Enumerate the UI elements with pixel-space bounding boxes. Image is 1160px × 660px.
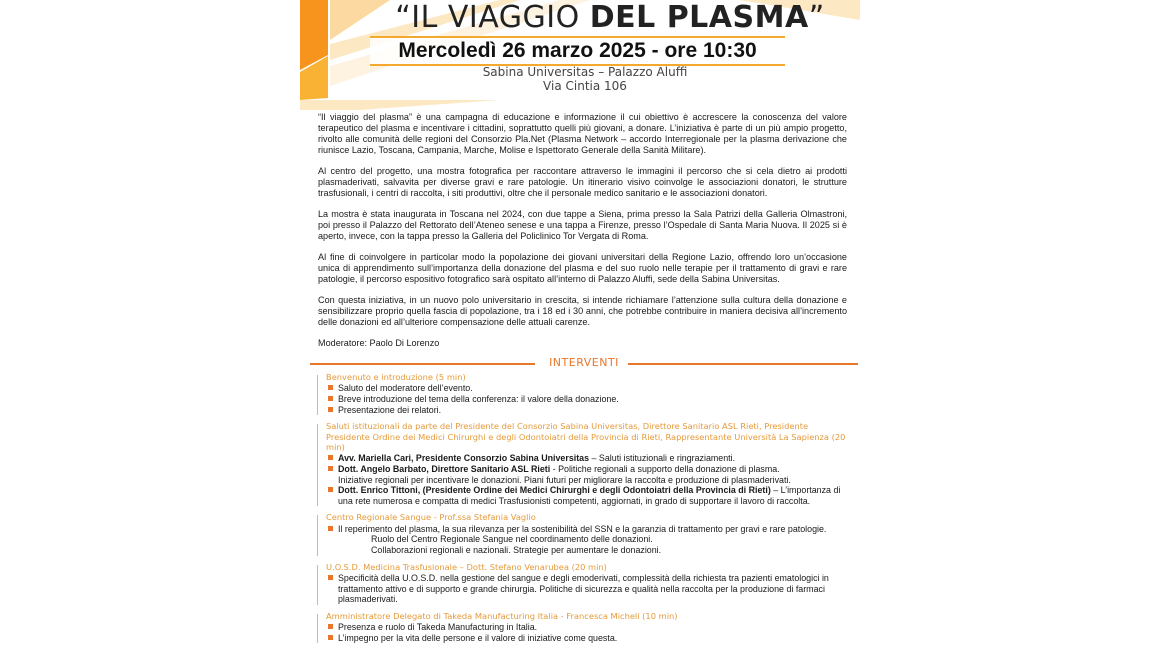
square-bullet-icon (328, 407, 333, 412)
list-item: Presenza e ruolo di Takeda Manufacturing in Italia. (326, 622, 854, 633)
block-title: Amministratore Delegato di Takeda Manufacturing Italia - Francesca Micheli (10 min) (326, 610, 678, 621)
flyer-page (300, 0, 860, 660)
square-bullet-icon (328, 396, 333, 401)
square-bullet-icon (328, 385, 333, 390)
list-item-continuation: Iniziative regionali per incentivare le donazioni. Piani futuri per migliorare la raccolta e produzione di plasmaderivati. (338, 474, 791, 485)
paragraph: Al fine di coinvolgere in particolar modo la popolazione dei giovani universitari della Regione Lazio, offrendo loro un’occasione unica di apprendimento sull’importanza della donazione del plasma e del suo ruolo nelle terapie per il trattamento di gravi e rare patologie, il percorso espositivo fotografico sarà ospitato all’interno di Palazzo Aluffi, sede della Sabina Universitas. (318, 252, 847, 284)
list-item: Saluto del moderatore dell’evento. (326, 383, 854, 394)
list-item: L’impegno per la vita delle persone e il valore di iniziative come questa. (326, 633, 854, 644)
paragraph: La mostra è stata inaugurata in Toscana nel 2024, con due tappe a Siena, prima presso la Sala Patrizi della Galleria Olmastroni, poi presso il Palazzo del Rettorato dell’Ateneo senese e una tappa a Firenze, presso l’Ospedale di Santa Maria Nuova. Il 2025 si è aperto, invece, con la tappa presso la Galleria del Policlinico Tor Vergata di Roma. (318, 209, 847, 241)
interventi-label: INTERVENTI (549, 356, 619, 369)
paragraph: Al centro del progetto, una mostra fotografica per raccontare attraverso le immagini il percorso che si cela dietro ai prodotti plasmaderivati, salvavita per diverse gravi e rare patologie. Un itinerario visivo coinvolge le associazioni donatori, le strutture trasfusionali, i centri di raccolta, i siti produttivi, oltre che il personale medico sanitario e le associazioni donatori. (318, 166, 847, 198)
list-item: Presentazione dei relatori. (326, 405, 854, 416)
square-bullet-icon (328, 575, 333, 580)
block-title: U.O.S.D. Medicina Trasfusionale – Dott. Stefano Venarubea (20 min) (326, 561, 607, 572)
square-bullet-icon (328, 455, 333, 460)
program-block (314, 611, 854, 644)
list-item-continuation: una rete numerosa e compatta di medici Trasfusionisti competenti, aggiornati, in grado di supportare il lavoro di raccolta. (338, 495, 811, 506)
list-item: Dott. Enrico Tittoni, (Presidente Ordine dei Medici Chirurghi e degli Odontoiatri della Provincia di Rieti) – L’importanza di (326, 485, 854, 496)
event-venue (420, 65, 750, 93)
venue-name: Sabina Universitas – Palazzo Aluffi (482, 65, 688, 79)
list-item: Dott. Angelo Barbato, Direttore Sanitario ASL Rieti - Politiche regionali a supporto della donazione di plasma. (326, 464, 854, 475)
program-block (314, 562, 854, 605)
square-bullet-icon (328, 635, 333, 640)
list-item-continuation: Collaborazioni regionali e nazionali. Strategie per aumentare le donazioni. (371, 544, 662, 555)
program-block (314, 421, 854, 506)
event-title (340, 0, 880, 38)
list-item: Breve introduzione del tema della conferenza: il valore della donazione. (326, 394, 854, 405)
event-date: Mercoledì 26 marzo 2025 - ore 10:30 (370, 36, 785, 66)
moderator-line: Moderatore: Paolo Di Lorenzo (318, 338, 440, 348)
square-bullet-icon (328, 624, 333, 629)
interventi-list (314, 372, 854, 649)
square-bullet-icon (328, 526, 333, 531)
title-part-2: DEL PLASMA (589, 0, 809, 35)
program-block (314, 512, 854, 555)
title-part-3: ” (808, 0, 825, 35)
block-title: Saluti istituzionali da parte del Presidente del Consorzio Sabina Universitas, Direttore Sanitario ASL Rieti, Presidente Presidente Ordine dei Medici Chirurghi e degli Odontoiatri della Provincia di Rieti, Rappresentante Università La Sapienza (20 min) (326, 421, 846, 452)
block-title: Centro Regionale Sangue - Prof.ssa Stefania Vaglio (326, 512, 536, 523)
square-bullet-icon (328, 487, 333, 492)
program-block (314, 372, 854, 415)
interventi-heading (310, 356, 858, 370)
list-item: Specificità della U.O.S.D. nella gestione del sangue e degli emoderivati, complessità della richiesta tra pazienti ematologici in trattamento attivo e di supporto e grande chirurgia. Politiche di sicurezza e qualità nella raccolta per la produzione di farmaci plasmaderivati. (326, 573, 854, 605)
paragraph: Con questa iniziativa, in un nuovo polo universitario in crescita, si intende richiamare l’attenzione sulla cultura della donazione e sensibilizzare proprio quella fascia di popolazione, tra i 18 ed i 30 anni, che potrebbe contribuire in maniera decisiva all’incremento delle donazioni ed all’ulteriore compensazione delle attuali carenze. (318, 295, 847, 327)
block-title: Benvenuto e introduzione (5 min) (326, 372, 466, 382)
list-item-continuation: Ruolo del Centro Regionale Sangue nel coordinamento delle donazioni. (371, 534, 653, 545)
venue-address: Via Cintia 106 (543, 79, 627, 93)
square-bullet-icon (328, 466, 333, 471)
title-part-1: “IL VIAGGIO (395, 0, 590, 35)
list-item: Avv. Mariella Cari, Presidente Consorzio Sabina Universitas – Saluti istituzionali e ringraziamenti. (326, 453, 854, 464)
list-item: Il reperimento del plasma, la sua rilevanza per la sostenibilità del SSN e la garanzia di trattamento per gravi e rare patologie. (326, 524, 854, 535)
paragraph: “Il viaggio del plasma” è una campagna di educazione e informazione il cui obiettivo è accrescere la conoscenza del valore terapeutico del plasma e incentivare i cittadini, soprattutto quelli più giovani, a donare. L’iniziativa è parte di un più ampio progetto, rivolto alle comunità delle regioni del Consorzio Pla.Net (Plasma Network – accordo Interregionale per la plasma derivazione che riunisce Lazio, Toscana, Campania, Marche, Molise e Ispettorato Generale della Sanità Militare). (318, 112, 847, 155)
description-body (318, 112, 847, 359)
